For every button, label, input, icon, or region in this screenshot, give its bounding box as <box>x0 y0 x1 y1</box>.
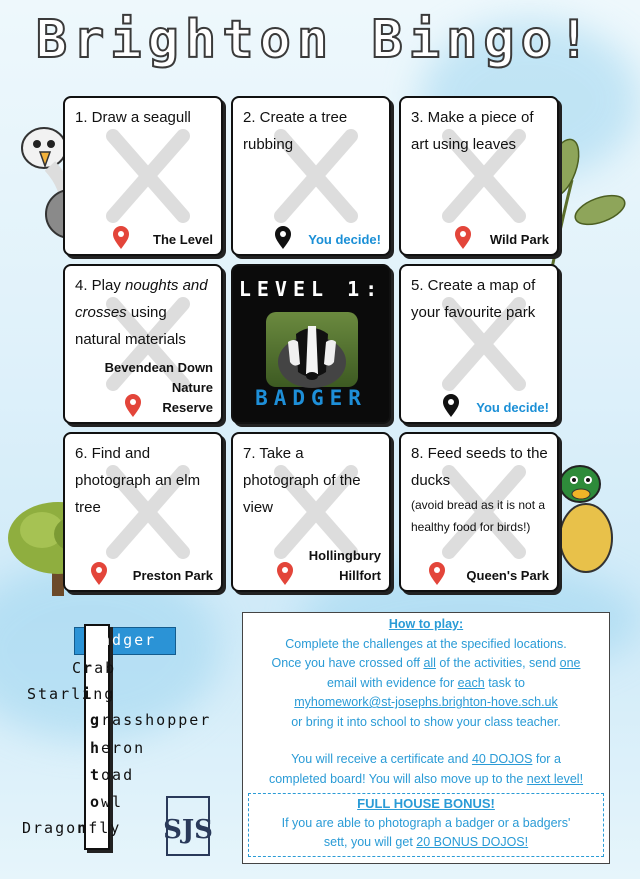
acrostic-row: Crab <box>72 659 117 677</box>
location-label: You decide! <box>476 400 549 415</box>
email-link[interactable]: myhomework@st-josephs.brighton-hove.sch.uk <box>294 695 558 709</box>
bonus-heading: FULL HOUSE BONUS! <box>357 796 495 811</box>
bingo-cell-8[interactable] <box>399 432 559 592</box>
reward-line: completed board! You will also move up to the next level! <box>268 771 584 786</box>
task-text: 1. Draw a seagull <box>75 109 191 126</box>
acrostic-row: grasshopper <box>90 711 212 729</box>
bingo-cell-3[interactable] <box>399 96 559 256</box>
bingo-board <box>63 96 563 596</box>
location-label: Preston Park <box>132 568 213 583</box>
acrostic-row: toad <box>90 766 135 784</box>
bonus-box <box>248 793 604 857</box>
location-pin-icon <box>273 226 293 250</box>
location-label: Queen's Park <box>466 568 549 583</box>
acrostic-row: Starling <box>27 685 116 703</box>
bingo-cell-7[interactable] <box>231 432 391 592</box>
task-text: 8. Feed seeds to the ducks (avoid bread as it is not a healthy food for birds!) <box>411 440 549 538</box>
location-label: Bevendean Down Nature Reserve <box>104 360 213 415</box>
badger-photo <box>266 312 358 387</box>
bingo-cell-2[interactable] <box>231 96 391 256</box>
bonus-text: sett, you will get 20 BONUS DOJOS! <box>323 835 529 849</box>
task-text: 4. Play noughts and crosses using natural materials <box>75 277 208 348</box>
task-text: 5. Create a map of your favourite park <box>411 277 536 321</box>
svg-text:SJS: SJS <box>163 815 213 845</box>
location-label: Wild Park <box>489 232 549 247</box>
location-pin-icon <box>441 394 461 418</box>
instructions-line: email with evidence for each task to <box>326 675 526 690</box>
bingo-cell-4[interactable] <box>63 264 223 424</box>
cross-watermark <box>103 126 193 226</box>
location-pin-icon <box>89 562 109 586</box>
location-label: You decide! <box>308 232 381 247</box>
level-badge <box>231 264 391 424</box>
acrostic-row: heron <box>90 739 146 757</box>
how-to-play-panel <box>242 612 610 864</box>
task-text: 7. Take a photograph of the view <box>243 445 361 516</box>
task-text: 2. Create a tree rubbing <box>243 109 348 153</box>
location-pin-icon <box>111 226 131 250</box>
level-label: LEVEL 1: <box>238 277 384 301</box>
bingo-cell-5[interactable] <box>399 264 559 424</box>
acrostic-row: owl <box>90 793 124 811</box>
task-note: (avoid bread as it is not a healthy food for birds!) <box>411 498 546 534</box>
location-label: The Level <box>153 232 213 247</box>
task-text: 6. Find and photograph an elm tree <box>75 445 201 516</box>
duck-illustration <box>556 462 616 574</box>
bingo-cell-1[interactable] <box>63 96 223 256</box>
location-label: Hollingbury Hillfort <box>308 548 381 583</box>
school-logo <box>163 796 213 856</box>
instructions-line: Once you have crossed off all of the activities, send one <box>271 656 581 670</box>
instructions-line: or bring it into school to show your class teacher. <box>291 714 561 729</box>
bonus-text: If you are able to photograph a badger or a badgers' <box>281 815 571 830</box>
acrostic-row: Dragonfly <box>22 819 122 837</box>
location-pin-icon <box>275 562 295 586</box>
location-pin-icon <box>427 562 447 586</box>
instructions-line: Complete the challenges at the specified locations. <box>285 636 567 651</box>
how-to-heading: How to play: <box>388 617 464 631</box>
reward-line: You will receive a certificate and 40 DOJOS for a <box>291 752 561 766</box>
acrostic-row: Badger <box>90 631 157 649</box>
level-name: BADGER <box>255 386 367 410</box>
bingo-cell-6[interactable] <box>63 432 223 592</box>
page-title: Brighton Bingo! <box>35 10 596 70</box>
task-text: 3. Make a piece of art using leaves <box>411 109 534 153</box>
location-pin-icon <box>453 226 473 250</box>
